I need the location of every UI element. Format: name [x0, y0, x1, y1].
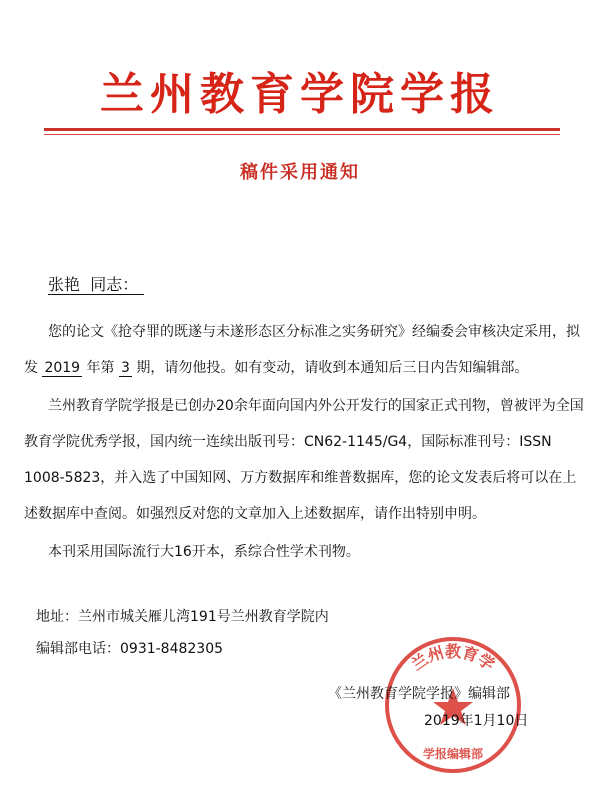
address-line: 地址：兰州市城关雁儿湾191号兰州教育学院内 — [36, 609, 329, 625]
issue-number: 3 — [121, 360, 130, 376]
seal-top-text: 兰州教育学 — [407, 642, 499, 675]
acceptance-text-3: 年第 — [86, 360, 115, 376]
acceptance-text-2: ，拟发 — [24, 324, 580, 376]
paragraph-format — [24, 534, 584, 570]
masthead-title: 兰州教育学院学报 — [100, 69, 500, 120]
official-seal — [378, 630, 528, 780]
phone-line: 编辑部电话：0931-8482305 — [36, 641, 224, 657]
format-text: 本刊采用国际流行大16开本，系综合性学术刊物。 — [48, 544, 360, 560]
paragraph-acceptance — [24, 314, 584, 386]
masthead-rule — [44, 128, 560, 131]
issue-year: 2019 — [44, 360, 81, 376]
recipient-salutation: 同志： — [90, 275, 139, 294]
signature-date: 2019年1月10日 — [424, 713, 529, 729]
acceptance-text: 您的论文《抢夺罪的既遂与未遂形态区分标准之实务研究》经编委会审核决定采用 — [48, 324, 552, 340]
journal-info-text: 兰州教育学院学报是已创办20余年面向国内外公开发行的国家正式刊物，曾被评为全国教育学院优秀学报，国内统一连续出版刊号：CN62-1145/G4，国际标准刊号：ISSN 1008-5823，并入选了中国知网、万方数据库和维普数据库，您的论文发表后将可以在上述数据库中查阅。如强烈反对您的文章加入上述数据库，请作出特别申明。 — [24, 398, 584, 522]
recipient-name-text: 张艳 — [48, 275, 81, 294]
paragraph-journal-info — [24, 388, 584, 532]
signature-org: 《兰州教育学院学报》编辑部 — [328, 686, 510, 702]
seal-bottom-text: 学报编辑部 — [422, 747, 484, 761]
recipient-line — [48, 276, 144, 294]
masthead-rule-thin — [44, 134, 560, 135]
notice-subtitle: 稿件采用通知 — [240, 162, 360, 183]
recipient-name — [48, 275, 144, 295]
acceptance-text-4: 期，请勿他投。如有变动，请收到本通知后三日内告知编辑部。 — [136, 360, 529, 376]
